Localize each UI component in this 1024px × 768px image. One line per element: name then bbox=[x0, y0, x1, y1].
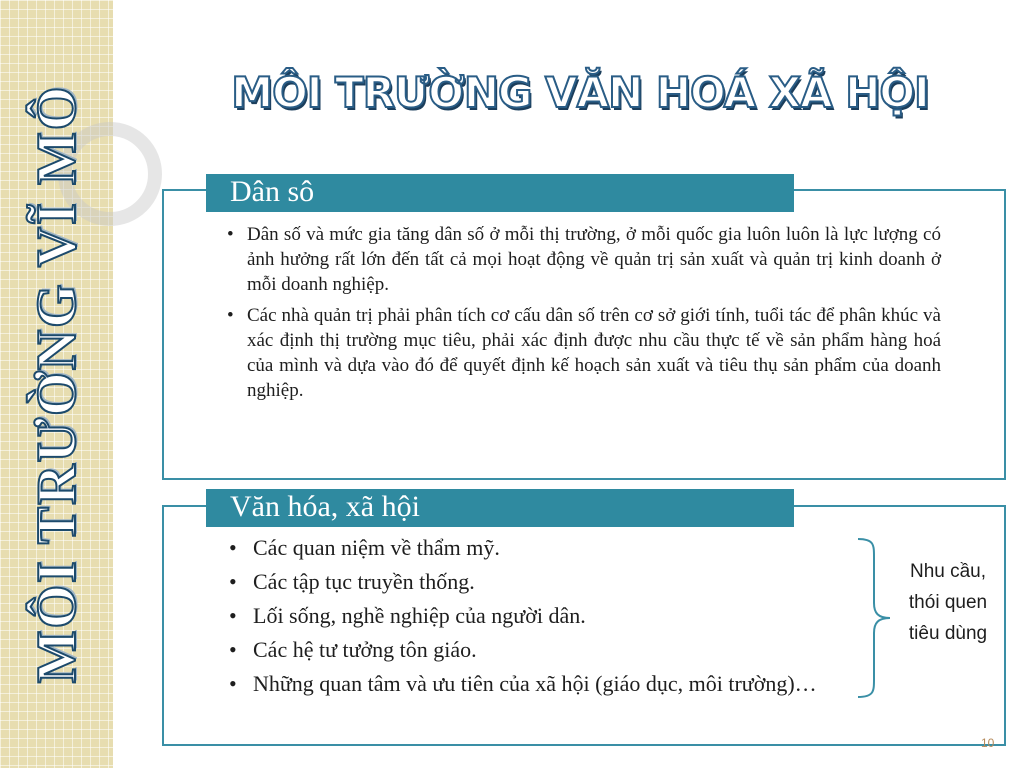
side-title: MÔI TRƯỜNG VĨ MÔ bbox=[26, 84, 88, 684]
list-item: • Các quan niệm về thẩm mỹ. bbox=[227, 532, 867, 563]
list-item: • Các tập tục truyền thống. bbox=[227, 566, 867, 597]
list-item: • Các nhà quản trị phải phân tích cơ cấu dân số trên cơ sở giới tính, tuổi tác để phân khúc và xác định thị trường mục tiêu, phải xác định được nhu cầu thực tế về sản phẩm hàng hoá của mình và dựa vào đó để quyết định kế hoạch sản xuất và tiêu thụ sản phẩm của doanh nghiệp. bbox=[225, 303, 941, 403]
page-title: MÔI TRƯỜNG VĂN HOÁ XÃ HỘI bbox=[231, 68, 929, 117]
section-list-van-hoa bbox=[227, 532, 867, 702]
section-header-van-hoa: Văn hóa, xã hội bbox=[206, 489, 794, 527]
page-number: 10 bbox=[981, 736, 995, 750]
section-header-dan-so: Dân sô bbox=[206, 174, 794, 212]
list-item: • Lối sống, nghề nghiệp của người dân. bbox=[227, 600, 867, 631]
brace-note: Nhu cầu, thói quen tiêu dùng bbox=[908, 561, 988, 644]
list-item: • Dân số và mức gia tăng dân số ở mỗi thị trường, ở mỗi quốc gia luôn luôn là lực lượng có ảnh hưởng rất lớn đến tất cả mọi hoạt động về quản trị sản xuất và quản trị kinh doanh ở mỗi doanh nghiệp. bbox=[225, 222, 941, 297]
list-item: • Những quan tâm và ưu tiên của xã hội (giáo dục, môi trường)… bbox=[227, 668, 867, 699]
list-item: • Các hệ tư tưởng tôn giáo. bbox=[227, 634, 867, 665]
curly-brace-icon bbox=[856, 537, 892, 699]
section-list-dan-so bbox=[225, 222, 941, 409]
